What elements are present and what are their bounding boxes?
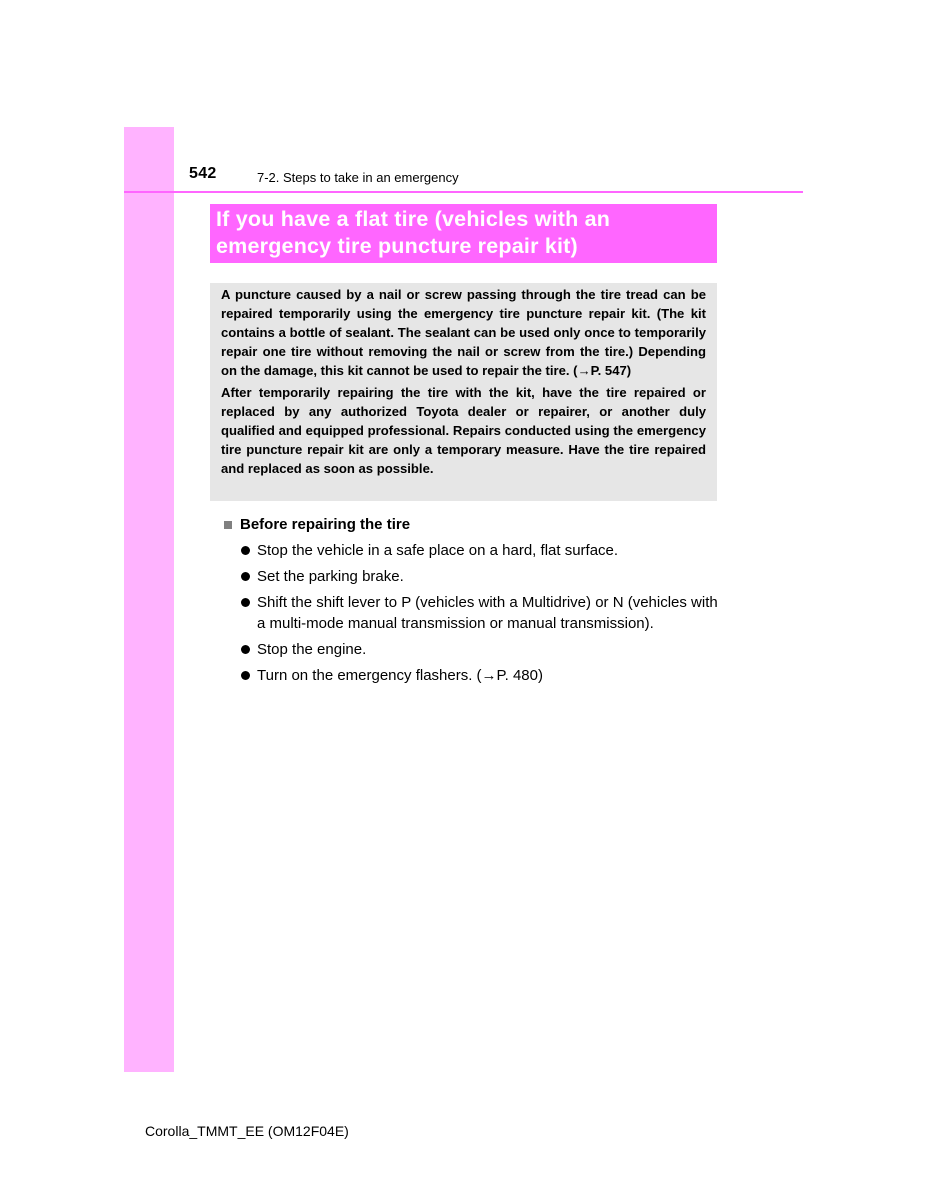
section-title-line-1: If you have a flat tire (vehicles with an: [216, 207, 611, 231]
info-box: [210, 283, 717, 501]
section-heading-label: Before repairing the tire: [240, 516, 411, 533]
bullet-icon: [241, 572, 250, 581]
step-text: Stop the vehicle in a safe place on a hard, flat surface.: [257, 542, 619, 559]
list-item: [240, 592, 720, 634]
chapter-side-band: [124, 127, 174, 1072]
list-item: [240, 566, 720, 587]
list-item: [240, 540, 720, 561]
page-number: 542: [189, 165, 217, 182]
section-title-box: [210, 204, 717, 263]
section-title-line-2: emergency tire puncture repair kit): [216, 234, 578, 258]
bullet-icon: [241, 546, 250, 555]
section-path: 7-2. Steps to take in an emergency: [257, 170, 459, 185]
step-text: Turn on the emergency flashers. (→P. 480): [257, 667, 543, 684]
section-heading: [224, 516, 410, 533]
gray-square-icon: [224, 521, 232, 529]
bullet-icon: [241, 645, 250, 654]
bullet-icon: [241, 598, 250, 607]
bullet-icon: [241, 671, 250, 680]
info-paragraph-2: After temporarily repairing the tire with the kit, have the tire repaired or replaced by any authorized Toyota dealer or repairer, or another duly qualified and equipped professional. Repairs conducted using the emergency tire puncture repair kit are only a temporary measure. Have the tire repaired and replaced as soon as possible.: [221, 385, 706, 476]
header-rule: [124, 191, 803, 193]
steps-list: [240, 540, 720, 691]
step-text: Set the parking brake.: [257, 568, 404, 585]
step-text: Shift the shift lever to P (vehicles with a Multidrive) or N (vehicles with a multi-mode manual transmission or manual transmission).: [257, 594, 718, 632]
list-item: [240, 639, 720, 660]
info-paragraph-1: A puncture caused by a nail or screw passing through the tire tread can be repaired temporarily using the emergency tire puncture repair kit. (The kit contains a bottle of sealant. The sealant can be used only once to temporarily repair one tire without removing the nail or screw from the tire.) Depending on the damage, this kit cannot be used to repair the tire. (→P. 547): [221, 287, 706, 378]
list-item: [240, 665, 720, 686]
footer-model-code: Corolla_TMMT_EE (OM12F04E): [145, 1123, 349, 1139]
step-text: Stop the engine.: [257, 641, 367, 658]
